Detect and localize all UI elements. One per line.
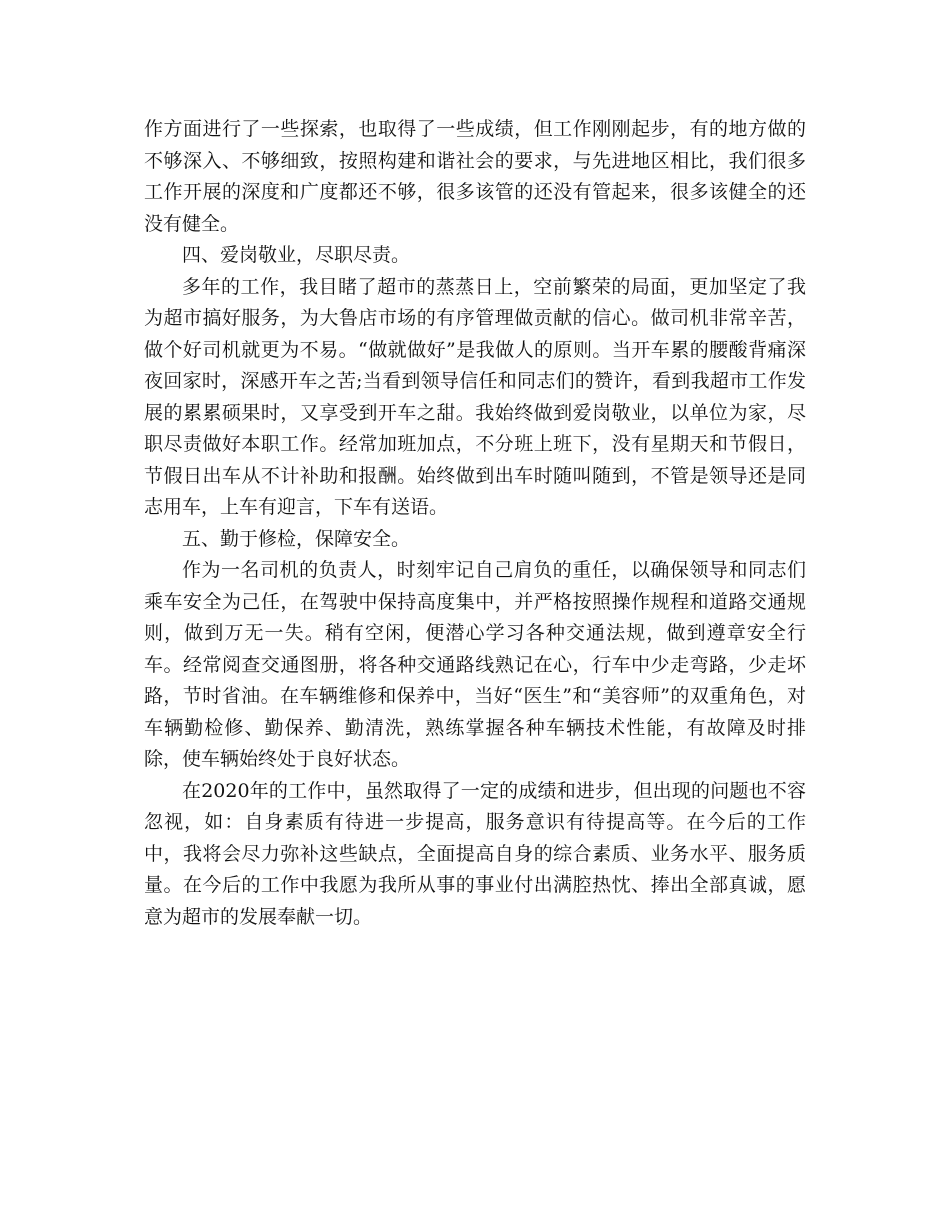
paragraph: 在2020年的工作中，虽然取得了一定的成绩和进步，但出现的问题也不容忽视，如：自身素质有待进一步提高，服务意识有待提高等。在今后的工作中，我将会尽力弥补这些缺点，全面提高自身的综合素质、业务水平、服务质量。在今后的工作中我愿为我所从事的事业付出满腔热忱、捧出全部真诚，愿意为超市的发展奉献一切。 [144, 779, 806, 928]
section-heading-4: 四、爱岗敬业，尽职尽责。 [182, 244, 411, 266]
section-heading-5: 五、勤于修检，保障安全。 [182, 527, 411, 550]
paragraph-continued: 作方面进行了一些探索，也取得了一些成绩，但工作刚刚起步，有的地方做的不够深入、不够细致，按照构建和谐社会的要求，与先进地区相比，我们很多工作开展的深度和广度都还不够，很多该管的还没有管起来，很多该健全的还没有健全。 [144, 118, 806, 235]
document-body [144, 114, 806, 933]
paragraph: 作为一名司机的负责人，时刻牢记自己肩负的重任，以确保领导和同志们乘车安全为己任，在驾驶中保持高度集中，并严格按照操作规程和道路交通规则，做到万无一失。稍有空闲，便潜心学习各种交通法规，做到遵章安全行车。经常阅查交通图册，将各种交通路线熟记在心，行车中少走弯路，少走坏路，节时省油。在车辆维修和保养中，当好“医生”和“美容师”的双重角色，对车辆勤检修、勤保养、勤清洗，熟练掌握各种车辆技术性能，有故障及时排除，使车辆始终处于良好状态。 [144, 559, 806, 770]
paragraph: 多年的工作，我目睹了超市的蒸蒸日上，空前繁荣的局面，更加坚定了我为超市搞好服务，为大鲁店市场的有序管理做贡献的信心。做司机非常辛苦，做个好司机就更为不易。“做就做好”是我做人的原则。当开车累的腰酸背痛深夜回家时，深感开车之苦;当看到领导信任和同志们的赞许，看到我超市工作发展的累累硕果时，又享受到开车之甜。我始终做到爱岗敬业，以单位为家，尽职尽责做好本职工作。经常加班加点，不分班上班下，没有星期天和节假日，节假日出车从不计补助和报酬。始终做到出车时随叫随到，不管是领导还是同志用车，上车有迎言，下车有送语。 [144, 275, 806, 518]
